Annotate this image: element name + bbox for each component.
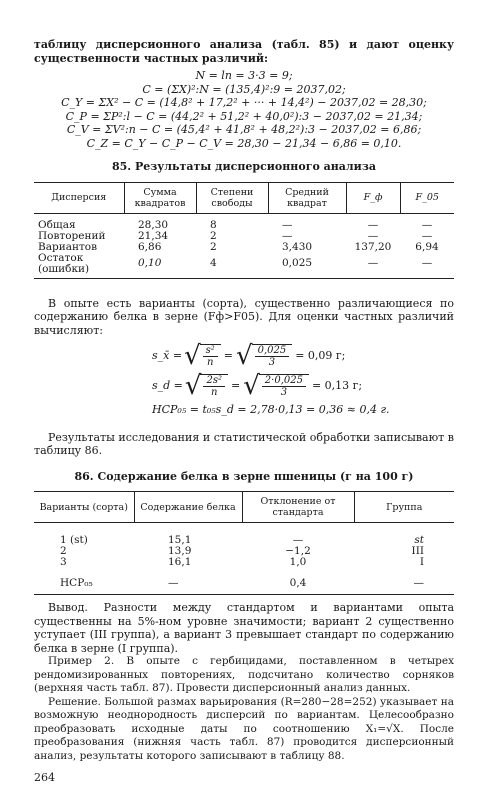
paragraph-2: Результаты исследования и статистической обработки записывают в таблицу 86. — [34, 430, 454, 457]
fraction — [200, 374, 228, 398]
table-cell: — — [367, 257, 379, 269]
table-cell: −1,2 — [285, 545, 311, 557]
paragraph-example: Пример 2. В опыте с гербицидами, поставленном в четырех рендомизированных повторениях, подсчитано количество сорняков (верхняя часть табл. 87). Провести дисперсионный анализ данных. — [34, 655, 454, 694]
table-cell: 6,86 — [138, 240, 162, 253]
table-cell: — — [168, 577, 179, 589]
table-cell: — — [421, 218, 433, 231]
formula-result: = 0,13 г; — [311, 379, 363, 393]
table86-header: Отклонение от стандарта — [242, 492, 354, 523]
equals-sign: = — [231, 379, 241, 393]
table-cell: 16,1 — [168, 556, 192, 568]
table-cell: Общая — [38, 218, 76, 231]
formula-hsr: НСР₀₅ = t₀₅s_d = 2,78·0,13 = 0,36 ≈ 0,4 г. — [152, 403, 390, 416]
table85-header-row — [34, 182, 454, 213]
sqrt-expression — [236, 343, 292, 369]
table85-header: F_ф — [346, 182, 400, 213]
equation-cz: C_Z = C_Y − C_P − C_V = 28,30 − 21,34 − 6,86 = 0,10. — [86, 136, 402, 150]
table-cell: — — [367, 218, 379, 231]
sqrt-sign: √ — [243, 371, 260, 401]
table-cell: — — [421, 229, 433, 242]
table-cell: 21,34 — [138, 229, 169, 242]
table-row — [34, 523, 454, 547]
table-row — [34, 231, 454, 242]
sqrt-sign: √ — [184, 341, 201, 371]
table85-header: Дисперсия — [51, 192, 107, 203]
table-cell: 6,94 — [415, 240, 439, 253]
table-cell: st — [414, 534, 424, 546]
paragraph-conclusion: Вывод. Разности между стандартом и вариантами опыта существенны на 5%-ном уровне значимости; вариант 2 существенно уступает (III группа), а вариант 3 превышает стандарт по содержанию белка в зерне (I группа). — [34, 601, 454, 655]
equation-cv: C_V = ΣV²:n − C = (45,4² + 41,8² + 48,2²):3 − 2037,02 = 6,86; — [66, 123, 422, 136]
sqrt-sign: √ — [236, 341, 253, 371]
paragraph-solution: Решение. Большой размах варьирования (R=280−28=252) указывает на возможную неоднородность дисперсий по вариантам. Целесообразно преобразовать исходные даты по соотношению X₁=√X. После преобразования (нижняя часть табл. 87) проводится дисперсионный анализ, результаты которого записывают в таблицу 88. — [34, 695, 454, 762]
fraction-numerator: 2s² — [203, 375, 225, 387]
table-cell: 0,4 — [289, 577, 307, 589]
table-cell: 4 — [210, 257, 217, 269]
table-cell: — — [292, 534, 304, 546]
table-cell: — — [413, 577, 424, 589]
table-cell: 2 — [210, 229, 217, 242]
equation-n: N = ln = 3·3 = 9; — [195, 69, 293, 82]
fraction-denominator: n — [211, 387, 218, 398]
table-cell: 28,30 — [138, 218, 169, 231]
equation-cp: C_P = ΣP²:l − C = (44,2² + 51,2² + 40,0²):3 − 2037,02 = 21,34; — [65, 109, 423, 123]
table-cell: 1 (st) — [60, 534, 88, 546]
table-cell: — — [282, 218, 293, 231]
formula-sx — [152, 341, 454, 371]
formula-sd — [152, 371, 454, 401]
table-cell: Вариантов — [38, 240, 97, 253]
table-cell: 0,025 — [282, 257, 313, 269]
table86-header: Группа — [354, 492, 454, 523]
fraction — [252, 344, 293, 368]
table85-header: F_05 — [400, 182, 454, 213]
equation-block — [34, 69, 454, 150]
table-row — [34, 568, 454, 595]
table-row — [34, 242, 454, 253]
formula-lhs: s_x̄ = — [152, 349, 183, 363]
table-cell: 137,20 — [354, 240, 392, 253]
table-cell: 2 — [60, 545, 67, 557]
table-row — [34, 557, 454, 568]
table-cell: 3,430 — [282, 240, 313, 253]
sqrt-expression — [243, 373, 309, 399]
intro-text: таблицу дисперсионного анализа (табл. 85) и дают оценку существенности частных различий: — [34, 38, 454, 65]
table-row — [34, 253, 454, 279]
table-cell: III — [411, 545, 424, 557]
table86 — [34, 491, 454, 595]
table-cell: 1,0 — [289, 556, 307, 568]
sqrt-sign: √ — [184, 371, 202, 401]
fraction-denominator: n — [206, 357, 214, 368]
table86-header-row — [34, 492, 454, 523]
table-cell: Повторений — [38, 229, 106, 242]
table-cell: 0,10 — [138, 257, 162, 269]
fraction-numerator: 2·0,025 — [262, 375, 306, 387]
table-cell: 3 — [60, 556, 67, 568]
fraction-denominator: 3 — [268, 357, 276, 368]
table-cell: — — [367, 229, 379, 242]
table-cell: — — [421, 257, 433, 269]
table-cell: Остаток (ошибки) — [38, 251, 90, 275]
table85-header: Степени свободы — [196, 182, 268, 213]
fraction-denominator: 3 — [280, 387, 288, 398]
page — [34, 38, 454, 785]
formula-lhs: s_d = — [152, 379, 183, 393]
sqrt-expression — [185, 373, 228, 399]
table85-title: 85. Результаты дисперсионного анализа — [112, 160, 376, 173]
table-row — [34, 213, 454, 231]
formula-result: = 0,09 г; — [295, 349, 346, 363]
table-cell: 13,9 — [168, 545, 192, 557]
page-number: 264 — [34, 771, 55, 784]
paragraph-1: В опыте есть варианты (сорта), существенно различающиеся по содержанию белка в зерне (Fф>F05). Для оценки частных различий вычисляют: — [34, 296, 454, 337]
table85 — [34, 182, 454, 279]
fraction — [259, 374, 309, 398]
table-cell: 15,1 — [168, 534, 192, 546]
table-cell: НСР₀₅ — [60, 577, 93, 589]
table85-header: Сумма квадратов — [124, 182, 196, 213]
table-cell: 8 — [210, 218, 217, 231]
sqrt-expression — [184, 343, 221, 369]
fraction — [200, 344, 221, 368]
table-row — [34, 546, 454, 557]
equals-sign: = — [223, 349, 233, 363]
table86-header: Варианты (сорта) — [39, 501, 128, 513]
table-cell: 2 — [210, 240, 217, 253]
fraction-numerator: 0,025 — [255, 345, 290, 357]
table85-header: Средний квадрат — [268, 182, 346, 213]
equation-c: C = (ΣX)²:N = (135,4)²:9 = 2037,02; — [142, 82, 346, 96]
table86-header: Содержание белка — [134, 492, 242, 523]
table-cell: I — [419, 556, 424, 568]
table86-title: 86. Содержание белка в зерне пшеницы (г на 100 г) — [74, 469, 414, 483]
fraction-numerator: s² — [203, 345, 218, 357]
equation-cy: C_Y = ΣX² − C = (14,8² + 17,2² + ··· + 14,4²) − 2037,02 = 28,30; — [61, 96, 427, 109]
formula-block — [152, 341, 454, 417]
table-cell: — — [282, 229, 293, 242]
